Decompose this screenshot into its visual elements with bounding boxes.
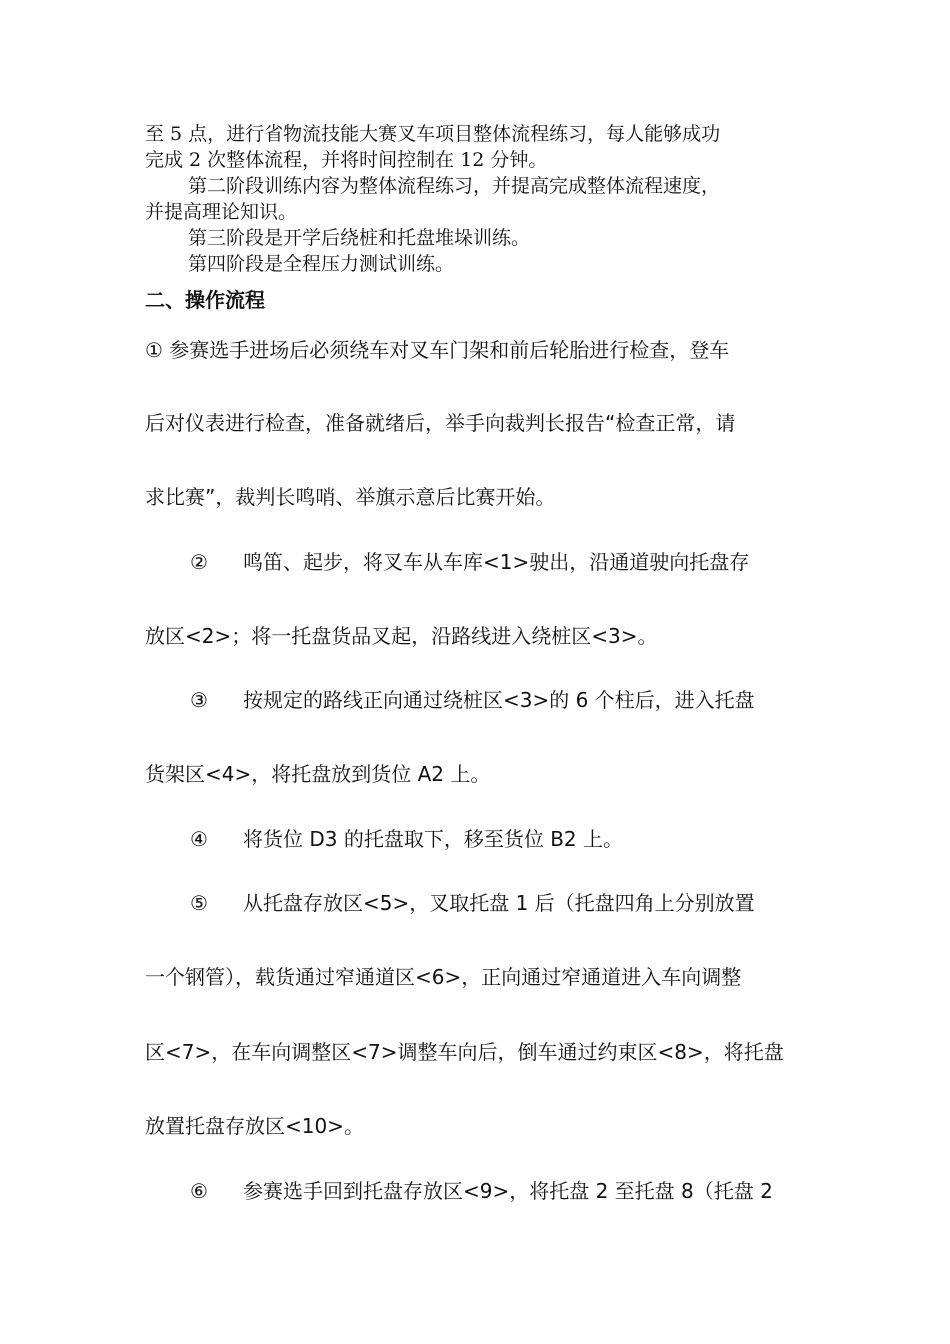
step6-line-1: 参赛选手回到托盘存放区<9>，将托盘 2 至托盘 8（托盘 2 xyxy=(243,1179,773,1203)
intro-line-1: 至 5 点，进行省物流技能大赛叉车项目整体流程练习，每人能够成功 xyxy=(145,123,721,145)
stage3-line: 第三阶段是开学后绕桩和托盘堆垛训练。 xyxy=(188,227,531,249)
step6-number: ⑥ xyxy=(190,1179,208,1203)
step1-line-1: ① 参赛选手进场后必须绕车对叉车门架和前后轮胎进行检查，登车 xyxy=(145,338,730,362)
step3-line-1: 按规定的路线正向通过绕桩区<3>的 6 个柱后，进入托盘 xyxy=(243,688,755,712)
step5-line-4: 放置托盘存放区<10>。 xyxy=(145,1114,364,1138)
step3-line-2: 货架区<4>，将托盘放到货位 A2 上。 xyxy=(145,762,491,786)
stage4-line: 第四阶段是全程压力测试训练。 xyxy=(188,253,455,275)
step2-line-1: 鸣笛、起步，将叉车从车库<1>驶出，沿通道驶向托盘存 xyxy=(243,550,750,574)
step4-line-1: 将货位 D3 的托盘取下，移至货位 B2 上。 xyxy=(243,827,623,851)
step5-number: ⑤ xyxy=(190,891,208,915)
step2-number: ② xyxy=(190,550,208,574)
step4-number: ④ xyxy=(190,827,208,851)
stage2-line-2: 并提高理论知识。 xyxy=(145,201,298,223)
stage2-line-1: 第二阶段训练内容为整体流程练习，并提高完成整体流程速度， xyxy=(188,175,721,197)
step2-line-2: 放区<2>；将一托盘货品叉起，沿路线进入绕桩区<3>。 xyxy=(145,624,658,648)
step5-line-2: 一个钢管），载货通过窄通道区<6>，正向通过窄通道进入车向调整 xyxy=(145,965,742,989)
step5-line-1: 从托盘存放区<5>，叉取托盘 1 后（托盘四角上分别放置 xyxy=(243,891,755,915)
step3-number: ③ xyxy=(190,688,208,712)
step1-line-2: 后对仪表进行检查，准备就绪后，举手向裁判长报告“检查正常，请 xyxy=(145,411,736,435)
step5-line-3: 区<7>，在车向调整区<7>调整车向后，倒车通过约束区<8>，将托盘 xyxy=(145,1040,784,1064)
step1-line-3: 求比赛”，裁判长鸣哨、举旗示意后比赛开始。 xyxy=(145,485,556,509)
section-title: 二、操作流程 xyxy=(145,288,265,312)
intro-line-2: 完成 2 次整体流程，并将时间控制在 12 分钟。 xyxy=(145,149,548,171)
